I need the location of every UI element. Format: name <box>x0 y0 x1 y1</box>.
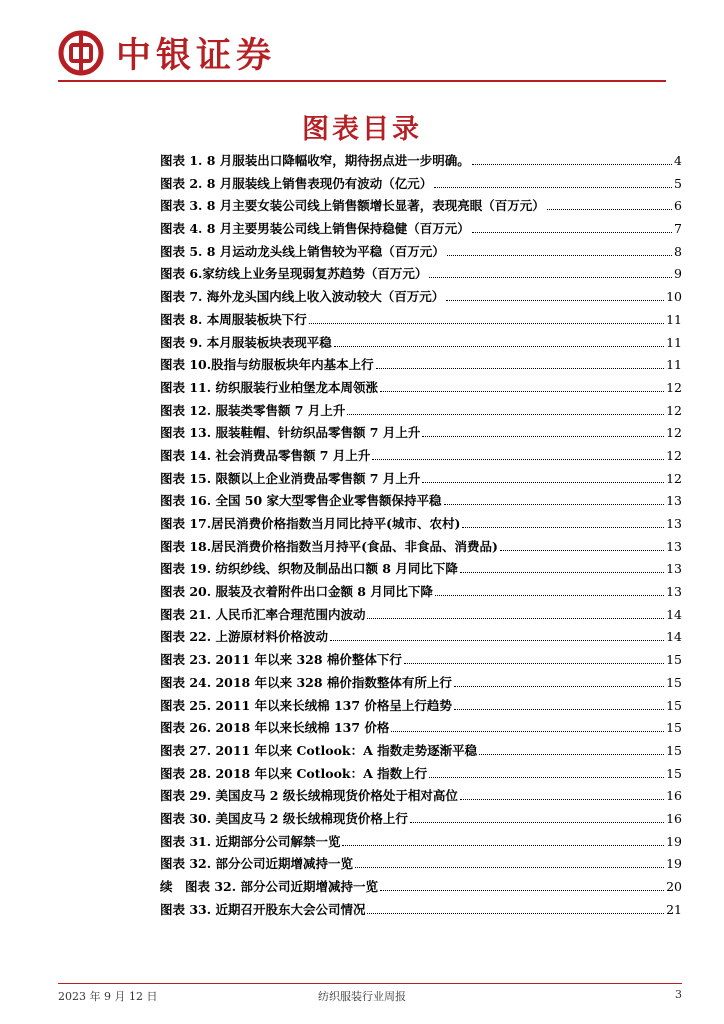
toc-dot-leader <box>422 482 664 483</box>
toc-entry-title: 图表 25. 2011 年以来长绒棉 137 价格呈上行趋势 <box>160 697 452 713</box>
toc-entry[interactable] <box>160 853 682 876</box>
toc-entry-title: 图表 12. 服装类零售额 7 月上升 <box>160 402 346 418</box>
toc-entry[interactable] <box>160 626 682 649</box>
toc-entry-title: 图表 17.居民消费价格指数当月同比持平(城市、农村) <box>160 516 461 531</box>
toc-entry[interactable] <box>160 672 682 695</box>
toc-dot-leader <box>347 414 664 415</box>
toc-entry[interactable] <box>160 763 682 786</box>
toc-entry-page: 13 <box>666 538 682 554</box>
toc-dot-leader <box>429 277 672 278</box>
toc-dot-leader <box>454 709 664 710</box>
toc-entry-page: 11 <box>666 357 682 373</box>
toc-entry-page: 15 <box>666 765 682 781</box>
toc-dot-leader <box>429 777 664 778</box>
toc-entry-page: 21 <box>666 901 682 917</box>
toc-entry[interactable] <box>160 831 682 854</box>
toc-entry-page: 8 <box>674 243 682 259</box>
toc-entry-page: 6 <box>674 198 682 214</box>
toc-entry[interactable] <box>160 649 682 672</box>
toc-entry[interactable] <box>160 536 682 559</box>
toc-entry-title: 图表 14. 社会消费品零售额 7 月上升 <box>160 447 371 463</box>
bank-of-china-logo-icon <box>58 30 104 76</box>
toc-entry-page: 12 <box>666 379 682 395</box>
toc-dot-leader <box>472 232 672 233</box>
toc-dot-leader <box>462 527 664 528</box>
toc-entry-title: 图表 30. 美国皮马 2 级长绒棉现货价格上行 <box>160 810 408 826</box>
toc-entry-page: 19 <box>666 833 682 849</box>
toc-entry-page: 13 <box>666 584 682 600</box>
toc-entry[interactable] <box>160 740 682 763</box>
footer-date: 2023 年 9 月 12 日 <box>58 990 158 1003</box>
toc-entry-title: 图表 32. 部分公司近期增减持一览 <box>160 856 353 872</box>
toc-entry-page: 14 <box>666 606 682 622</box>
toc-dot-leader <box>422 436 664 437</box>
toc-dot-leader <box>367 913 664 914</box>
toc-entry-title: 图表 27. 2011 年以来 Cotlook：A 指数走势逐渐平稳 <box>160 742 478 758</box>
toc-entry-page: 12 <box>666 425 682 441</box>
toc-entry-title: 图表 13. 服装鞋帽、针纺织品零售额 7 月上升 <box>160 425 421 441</box>
toc-entry-page: 15 <box>666 674 682 690</box>
toc-dot-leader <box>472 164 672 165</box>
toc-entry[interactable] <box>160 263 682 286</box>
toc-dot-leader <box>355 867 664 868</box>
toc-dot-leader <box>376 368 664 369</box>
toc-entry-title: 图表 20. 服装及衣着附件出口金额 8 月同比下降 <box>160 584 433 600</box>
toc-entry[interactable] <box>160 286 682 309</box>
toc-entry[interactable] <box>160 876 682 899</box>
toc-dot-leader <box>479 754 664 755</box>
toc-entry[interactable] <box>160 808 682 831</box>
toc-entry-page: 4 <box>674 153 682 168</box>
toc-entry-page: 12 <box>666 447 682 463</box>
page-title: 图表目录 <box>302 114 422 145</box>
toc-dot-leader <box>446 300 664 301</box>
toc-dot-leader <box>500 550 664 551</box>
toc-entry[interactable] <box>160 490 682 513</box>
toc-entry-page: 11 <box>666 334 682 350</box>
toc-dot-leader <box>380 890 664 891</box>
header-divider <box>58 80 666 82</box>
toc-entry[interactable] <box>160 309 682 332</box>
toc-entry-title: 图表 24. 2018 年以来 328 棉价指数整体有所上行 <box>160 674 452 690</box>
toc-entry-title: 图表 22. 上游原材料价格波动 <box>160 629 328 645</box>
toc-dot-leader <box>547 209 672 210</box>
toc-entry-title: 图表 1. 8 月服装出口降幅收窄，期待拐点进一步明确。 <box>160 153 470 168</box>
table-of-figures <box>160 150 682 921</box>
toc-entry-title: 图表 7. 海外龙头国内线上收入波动较大（百万元） <box>160 289 445 305</box>
toc-entry-title: 图表 16. 全国 50 家大型零售企业零售额保持平稳 <box>160 493 442 509</box>
toc-entry[interactable] <box>160 150 682 173</box>
toc-dot-leader <box>435 595 664 596</box>
toc-entry-page: 15 <box>666 652 682 668</box>
toc-entry-page: 15 <box>666 742 682 758</box>
toc-entry-title: 图表 33. 近期召开股东大会公司情况 <box>160 901 366 917</box>
toc-entry[interactable] <box>160 717 682 740</box>
footer-divider <box>58 983 682 984</box>
toc-entry[interactable] <box>160 218 682 241</box>
toc-entry[interactable] <box>160 581 682 604</box>
toc-entry[interactable] <box>160 604 682 627</box>
toc-entry-page: 16 <box>666 810 682 826</box>
toc-entry-page: 11 <box>666 311 682 327</box>
toc-entry-title: 图表 2. 8 月服装线上销售表现仍有波动（亿元） <box>160 175 433 191</box>
toc-entry-title: 图表 18.居民消费价格指数当月持平(食品、非食品、消费品) <box>160 538 498 554</box>
toc-entry[interactable] <box>160 695 682 718</box>
toc-dot-leader <box>404 663 664 664</box>
toc-entry-title: 图表 21. 人民币汇率合理范围内波动 <box>160 606 366 622</box>
toc-entry[interactable] <box>160 377 682 400</box>
toc-entry-page: 16 <box>666 788 682 804</box>
toc-entry-page: 9 <box>674 266 682 282</box>
toc-entry-title: 图表 4. 8 月主要男装公司线上销售保持稳健（百万元） <box>160 221 470 237</box>
toc-entry[interactable] <box>160 173 682 196</box>
toc-entry-page: 14 <box>666 629 682 645</box>
toc-entry-title: 图表 3. 8 月主要女装公司线上销售额增长显著，表现亮眼（百万元） <box>160 198 545 214</box>
toc-entry-title: 图表 29. 美国皮马 2 级长绒棉现货价格处于相对高位 <box>160 788 458 804</box>
toc-entry[interactable] <box>160 558 682 581</box>
toc-dot-leader <box>447 255 672 256</box>
toc-dot-leader <box>391 731 664 732</box>
toc-entry-page: 12 <box>666 402 682 418</box>
toc-entry-title: 图表 10.股指与纺服板块年内基本上行 <box>160 357 374 373</box>
toc-dot-leader <box>372 459 664 460</box>
toc-entry-page: 5 <box>674 175 682 191</box>
toc-dot-leader <box>460 572 664 573</box>
toc-dot-leader <box>454 686 664 687</box>
toc-dot-leader <box>444 504 665 505</box>
toc-entry[interactable] <box>160 400 682 423</box>
toc-dot-leader <box>367 618 664 619</box>
toc-entry[interactable] <box>160 241 682 264</box>
toc-entry-page: 13 <box>666 561 682 577</box>
toc-entry[interactable] <box>160 354 682 377</box>
toc-entry[interactable] <box>160 195 682 218</box>
toc-entry[interactable] <box>160 468 682 491</box>
toc-entry-page: 12 <box>666 470 682 486</box>
toc-dot-leader <box>330 640 664 641</box>
toc-entry-page: 19 <box>666 856 682 872</box>
toc-entry[interactable] <box>160 513 682 536</box>
page-header <box>58 28 276 78</box>
toc-entry-title: 图表 8. 本周服装板块下行 <box>160 311 307 327</box>
toc-entry-page: 15 <box>666 697 682 713</box>
footer-report-name: 纺织服装行业周报 <box>318 990 406 1003</box>
toc-entry-page: 20 <box>666 879 682 894</box>
toc-dot-leader <box>434 187 672 188</box>
toc-dot-leader <box>410 822 664 823</box>
toc-entry-title: 图表 5. 8 月运动龙头线上销售较为平稳（百万元） <box>160 243 445 259</box>
toc-dot-leader <box>380 391 664 392</box>
toc-entry-title: 图表 31. 近期部分公司解禁一览 <box>160 833 341 849</box>
toc-entry-title: 图表 11. 纺织服装行业柏堡龙本周领涨 <box>160 379 378 395</box>
toc-entry-title: 续 图表 32. 部分公司近期增减持一览 <box>160 879 378 894</box>
toc-entry-page: 7 <box>674 221 682 237</box>
toc-entry-title: 图表 23. 2011 年以来 328 棉价整体下行 <box>160 652 402 668</box>
footer-page-number: 3 <box>675 988 682 1001</box>
toc-entry-title: 图表 19. 纺织纱线、织物及制品出口额 8 月同比下降 <box>160 561 458 577</box>
toc-entry[interactable] <box>160 332 682 355</box>
toc-entry-page: 13 <box>666 516 682 531</box>
toc-dot-leader <box>309 323 664 324</box>
toc-entry[interactable] <box>160 422 682 445</box>
toc-entry-title: 图表 28. 2018 年以来 Cotlook：A 指数上行 <box>160 765 428 781</box>
brand-name: 中银证券 <box>116 36 277 76</box>
toc-entry[interactable] <box>160 785 682 808</box>
toc-dot-leader <box>460 799 664 800</box>
toc-dot-leader <box>342 845 664 846</box>
toc-entry[interactable] <box>160 899 682 922</box>
toc-entry-page: 13 <box>666 493 682 509</box>
toc-entry-title: 图表 6.家纺线上业务呈现弱复苏趋势（百万元） <box>160 266 428 282</box>
toc-entry-page: 10 <box>666 289 682 305</box>
toc-entry-title: 图表 26. 2018 年以来长绒棉 137 价格 <box>160 720 390 736</box>
toc-entry-title: 图表 15. 限额以上企业消费品零售额 7 月上升 <box>160 470 421 486</box>
toc-entry[interactable] <box>160 445 682 468</box>
toc-entry-title: 图表 9. 本月服装板块表现平稳 <box>160 334 332 350</box>
toc-entry-page: 15 <box>666 720 682 736</box>
toc-dot-leader <box>334 346 664 347</box>
